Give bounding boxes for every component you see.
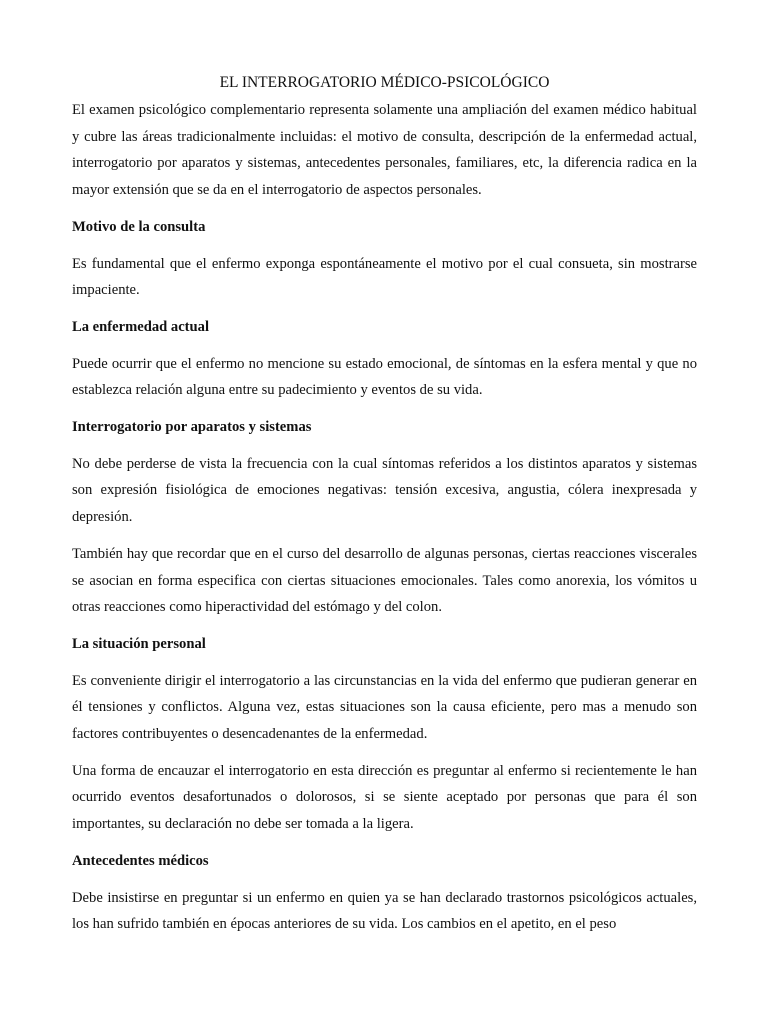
section-paragraph: Una forma de encauzar el interrogatorio en esta dirección es preguntar al enfermo si recientemente le han ocurrido eventos desafortunados o dolorosos, si se siente aceptado por personas que para él son importantes, su declaración no debe ser tomada a la ligera. [72,762,697,833]
document-page [72,70,697,948]
section-paragraph: También hay que recordar que en el curso del desarrollo de algunas personas, ciertas reacciones viscerales se asocian en forma especifica con ciertas situaciones emocionales. Tales como anorexia, los vómitos u otras reacciones como hiperactividad del estómago y del colon. [72,545,697,616]
section-heading-interrogatorio: Interrogatorio por aparatos y sistemas [72,419,312,436]
section-heading-enfermedad-actual: La enfermedad actual [72,318,210,335]
section-heading-antecedentes-medicos: Antecedentes médicos [72,852,209,869]
section-heading-situacion-personal: La situación personal [72,635,206,652]
section-paragraph: Puede ocurrir que el enfermo no mencione su estado emocional, de síntomas en la esfera mental y que no establezca relación alguna entre su padecimiento y eventos de su vida. [72,355,697,399]
section-paragraph: No debe perderse de vista la frecuencia con la cual síntomas referidos a los distintos aparatos y sistemas son expresión fisiológica de emociones negativas: tensión excesiva, angustia, cólera inexpresada y depresión. [72,455,697,526]
section-paragraph: Debe insistirse en preguntar si un enfermo en quien ya se han declarado trastornos psicológicos actuales, los han sufrido también en épocas anteriores de su vida. Los cambios en el apetito, en el peso [72,889,697,933]
document-title: EL INTERROGATORIO MÉDICO-PSICOLÓGICO [219,74,550,91]
section-paragraph: Es conveniente dirigir el interrogatorio a las circunstancias en la vida del enfermo que pudieran generar en él tensiones y conflictos. Alguna vez, estas situaciones son la causa eficiente, pero mas a menudo son factores contribuyentes o desencadenantes de la enfermedad. [72,672,697,743]
section-paragraph: Es fundamental que el enfermo exponga espontáneamente el motivo por el cual consueta, sin mostrarse impaciente. [72,255,697,299]
section-heading-motivo: Motivo de la consulta [72,218,206,235]
intro-paragraph: El examen psicológico complementario representa solamente una ampliación del examen médico habitual y cubre las áreas tradicionalmente incluidas: el motivo de consulta, descripción de la enfermedad actual, interrogatorio por aparatos y sistemas, antecedentes personales, familiares, etc, la diferencia radica en la mayor extensión que se da en el interrogatorio de aspectos personales. [72,102,697,199]
